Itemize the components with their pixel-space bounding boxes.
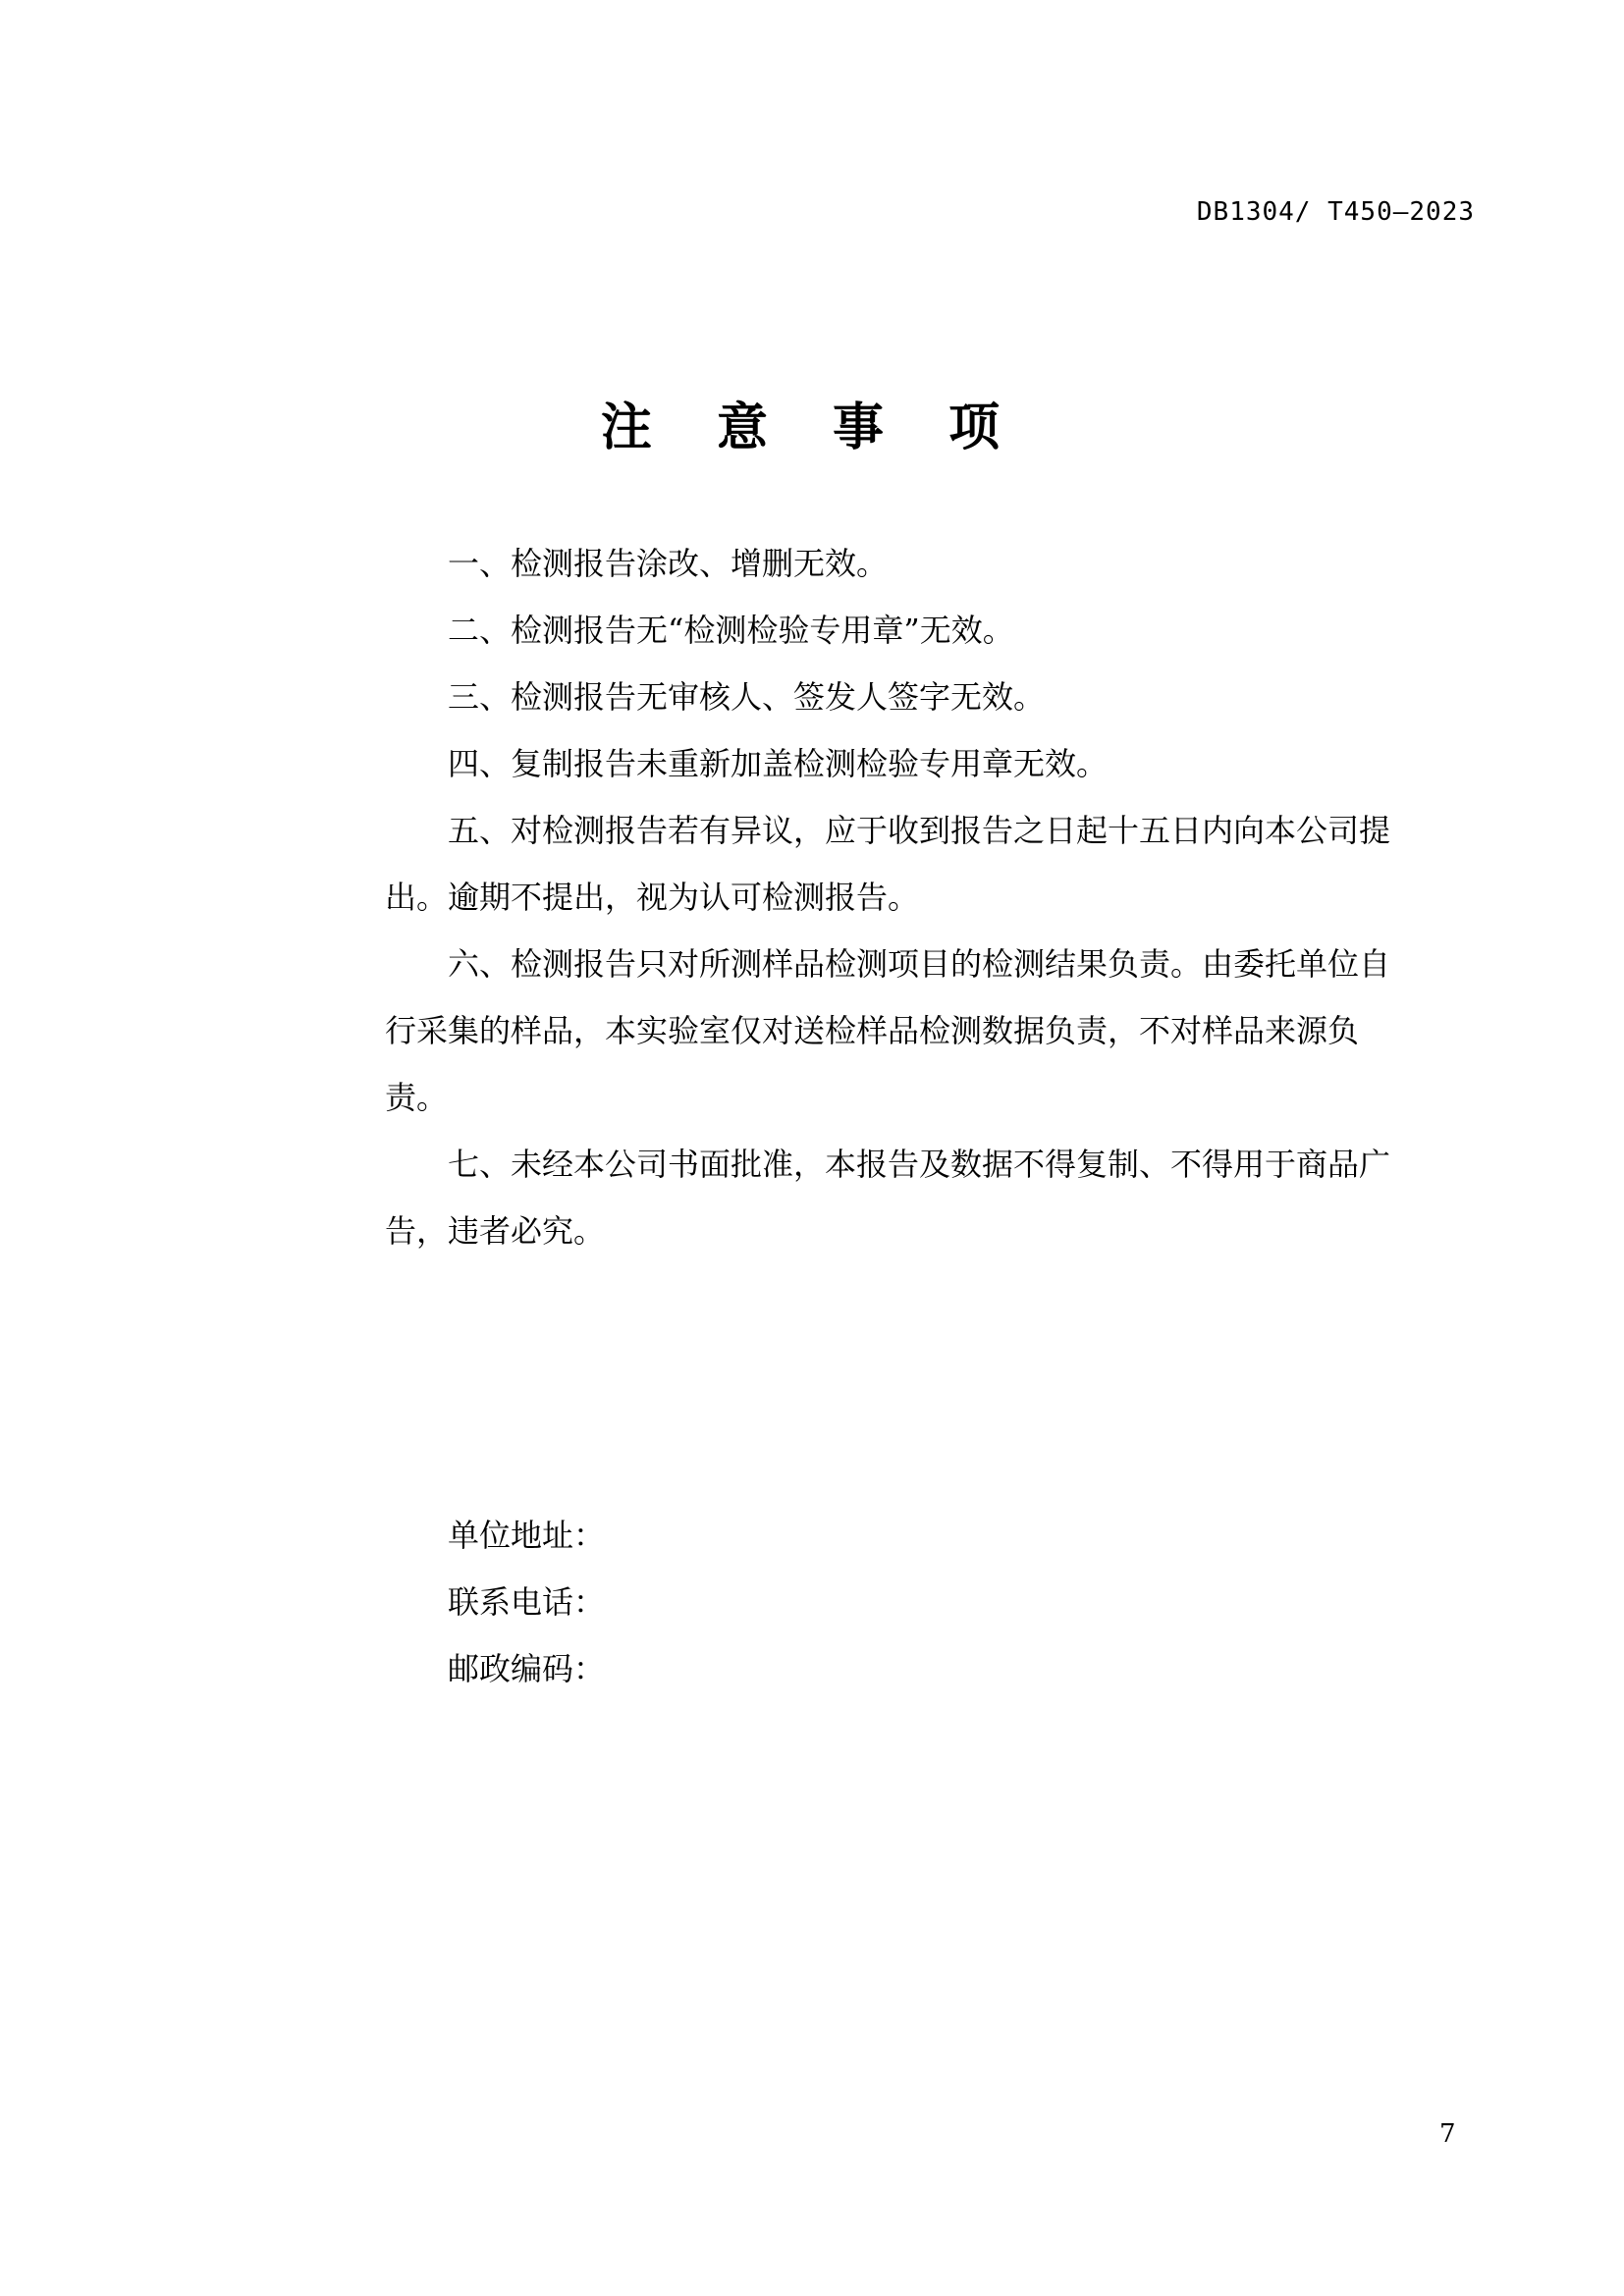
phone-label: 联系电话： bbox=[448, 1583, 606, 1621]
note-item-5: 五、对检测报告若有异议，应于收到报告之日起十五日内向本公司提出。逾期不提出，视为认可检测报告。 bbox=[385, 812, 1391, 916]
note-item-2: 二、检测报告无“检测检验专用章”无效。 bbox=[448, 612, 1014, 649]
note-item-4: 四、复制报告未重新加盖检测检验专用章无效。 bbox=[448, 745, 1109, 782]
page-number: 7 bbox=[1439, 2119, 1456, 2149]
note-item-6: 六、检测报告只对所测样品检测项目的检测结果负责。由委托单位自行采集的样品，本实验室仅对送检样品检测数据负责，不对样品来源负责。 bbox=[385, 945, 1391, 1116]
note-item-7: 七、未经本公司书面批准，本报告及数据不得复制、不得用于商品广告，违者必究。 bbox=[385, 1146, 1391, 1250]
notes-list bbox=[385, 530, 1414, 1264]
note-item-1: 一、检测报告涂改、增删无效。 bbox=[448, 545, 889, 582]
standard-code: DB1304/ T450—2023 bbox=[1196, 197, 1475, 227]
note-item-3: 三、检测报告无审核人、签发人签字无效。 bbox=[448, 678, 1046, 716]
page-title: 注 意 事 项 bbox=[600, 399, 1024, 457]
contact-info bbox=[448, 1502, 605, 1702]
address-label: 单位地址： bbox=[448, 1517, 606, 1554]
postcode-label: 邮政编码： bbox=[448, 1650, 606, 1687]
